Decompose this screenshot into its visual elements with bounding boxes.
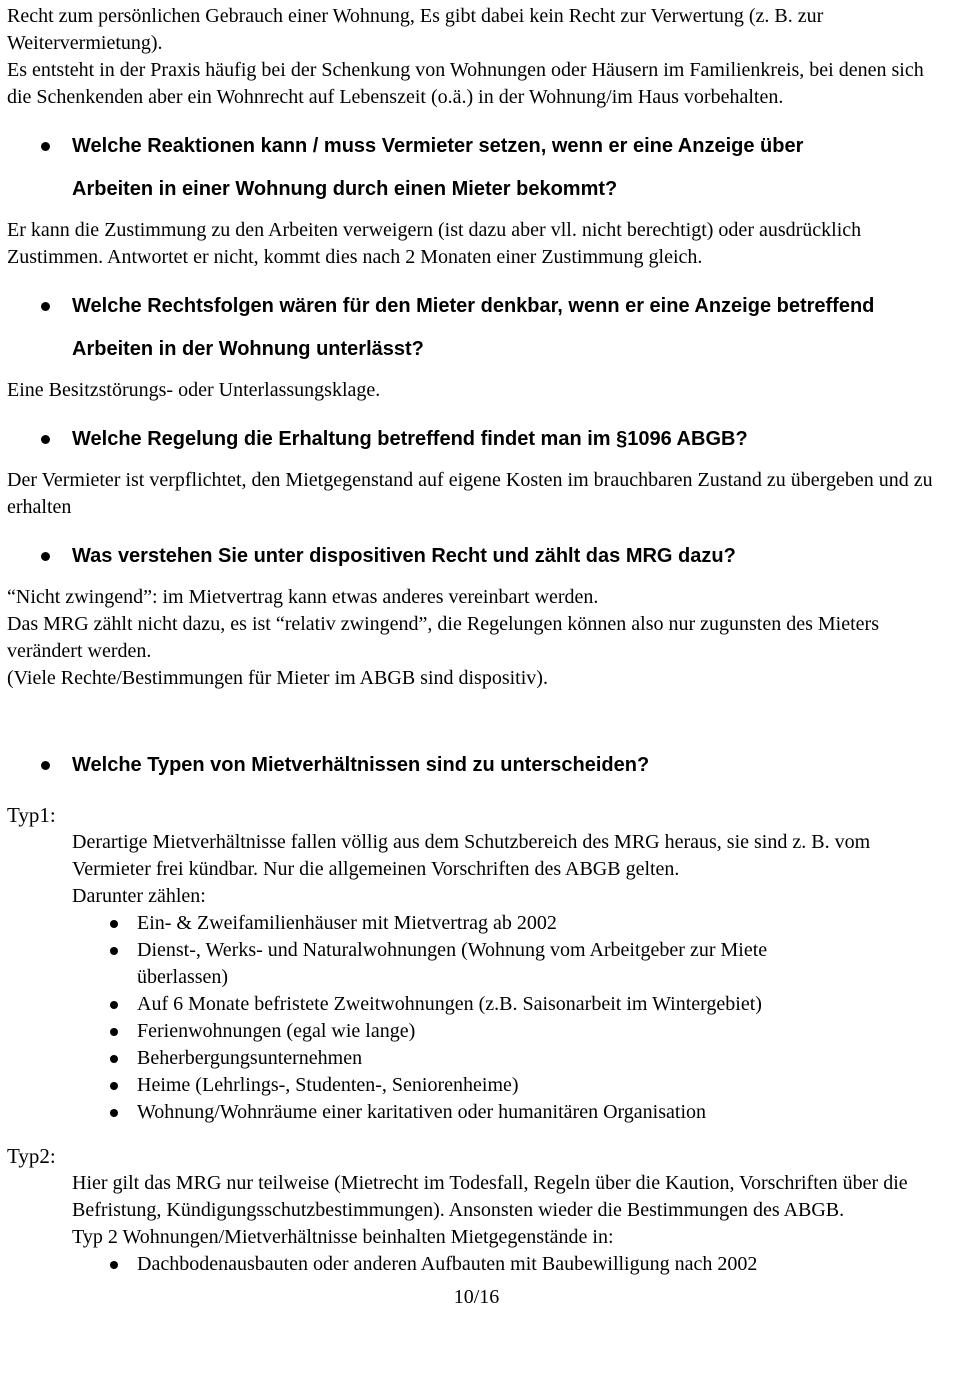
list-item-text: Auf 6 Monate befristete Zweitwohnungen (z.B. Saisonarbeit im Wintergebiet) bbox=[137, 993, 762, 1015]
list-item bbox=[137, 1072, 854, 1099]
question-item-1 bbox=[72, 125, 888, 211]
list-item-text: Heime (Lehrlings-, Studenten-, Seniorenheime) bbox=[137, 1074, 519, 1096]
question-item-2 bbox=[72, 285, 888, 371]
question-item-5 bbox=[72, 744, 888, 787]
bullet-icon bbox=[110, 1055, 118, 1063]
bullet-icon bbox=[110, 1028, 118, 1036]
list-item bbox=[137, 1251, 854, 1278]
question-text: Welche Typen von Mietverhältnissen sind zu unterscheiden? bbox=[72, 754, 650, 776]
typ1-list-header: Darunter zählen: bbox=[72, 885, 206, 907]
bullet-icon bbox=[110, 1109, 118, 1117]
bullet-icon bbox=[110, 1261, 118, 1269]
answer-text-2: Eine Besitzstörungs- oder Unterlassungsklage. bbox=[7, 379, 381, 401]
list-item bbox=[137, 910, 854, 937]
answer-text-3: Der Vermieter ist verpflichtet, den Mietgegenstand auf eigene Kosten im brauchbaren Zustand zu übergeben und zu erhalten bbox=[7, 469, 933, 518]
answer-text-4-line-2: Das MRG zählt nicht dazu, es ist “relativ zwingend”, die Regelungen können also nur zugunsten des Mieters verändert werden. bbox=[7, 613, 879, 662]
list-item-text: Dachbodenausbauten oder anderen Aufbauten mit Baubewilligung nach 2002 bbox=[137, 1253, 758, 1275]
question-text: Welche Rechtsfolgen wären für den Mieter denkbar, wenn er eine Anzeige betreffend Arbeiten in der Wohnung unterlässt? bbox=[72, 295, 875, 360]
bullet-icon bbox=[110, 1082, 118, 1090]
bullet-icon bbox=[41, 142, 50, 151]
bullet-icon bbox=[110, 947, 118, 955]
list-item bbox=[137, 991, 854, 1018]
bullet-icon bbox=[41, 761, 50, 770]
list-item bbox=[137, 1045, 854, 1072]
question-text: Welche Regelung die Erhaltung betreffend findet man im §1096 ABGB? bbox=[72, 428, 748, 450]
typ1-label: Typ1: bbox=[7, 803, 56, 827]
list-item-text: Ein- & Zweifamilienhäuser mit Mietvertrag ab 2002 bbox=[137, 912, 557, 934]
list-item-text: Dienst-, Werks- und Naturalwohnungen (Wohnung vom Arbeitgeber zur Miete überlassen) bbox=[137, 939, 768, 988]
answer-text-1: Er kann die Zustimmung zu den Arbeiten verweigern (ist dazu aber vll. nicht berechtigt) oder ausdrücklich Zustimmen. Antwortet er nicht, kommt dies nach 2 Monaten einer Zustimmung gleich. bbox=[7, 219, 862, 268]
typ1-intro: Derartige Mietverhältnisse fallen völlig aus dem Schutzbereich des MRG heraus, sie sind z. B. vom Vermieter frei kündbar. Nur die allgemeinen Vorschriften des ABGB gelten. bbox=[72, 831, 871, 880]
typ2-intro: Hier gilt das MRG nur teilweise (Mietrecht im Todesfall, Regeln über die Kaution, Vorschriften über die Befristung, Kündigungsschutzbestimmungen). Ansonsten wieder die Bestimmungen des ABGB. bbox=[72, 1172, 908, 1221]
list-item bbox=[137, 937, 854, 991]
typ2-label: Typ2: bbox=[7, 1144, 56, 1168]
question-item-4 bbox=[72, 535, 888, 578]
paragraph-intro-1: Recht zum persönlichen Gebrauch einer Wohnung, Es gibt dabei kein Recht zur Verwertung (z. B. zur Weitervermietung). bbox=[7, 5, 824, 54]
list-item-text: Beherbergungsunternehmen bbox=[137, 1047, 363, 1069]
question-text: Was verstehen Sie unter dispositiven Recht und zählt das MRG dazu? bbox=[72, 545, 736, 567]
answer-text-4-line-3: (Viele Rechte/Bestimmungen für Mieter im ABGB sind dispositiv). bbox=[7, 667, 548, 689]
question-item-3 bbox=[72, 418, 888, 461]
paragraph-intro-2: Es entsteht in der Praxis häufig bei der Schenkung von Wohnungen oder Häusern im Familienkreis, bei denen sich die Schenkenden aber ein Wohnrecht auf Lebenszeit (o.ä.) in der Wohnung/im Haus vorbehalten. bbox=[7, 59, 924, 108]
list-item-text: Wohnung/Wohnräume einer karitativen oder humanitären Organisation bbox=[137, 1101, 707, 1123]
bullet-icon bbox=[41, 435, 50, 444]
bullet-icon bbox=[110, 1001, 118, 1009]
page-number: 10/16 bbox=[453, 1286, 500, 1308]
answer-text-4-line-1: “Nicht zwingend”: im Mietvertrag kann etwas anderes vereinbart werden. bbox=[7, 586, 599, 608]
bullet-icon bbox=[41, 302, 50, 311]
typ2-list-header: Typ 2 Wohnungen/Mietverhältnisse beinhalten Mietgegenstände in: bbox=[72, 1226, 614, 1248]
bullet-icon bbox=[41, 552, 50, 561]
question-text: Welche Reaktionen kann / muss Vermieter setzen, wenn er eine Anzeige über Arbeiten in einer Wohnung durch einen Mieter bekommt? bbox=[72, 135, 804, 200]
bullet-icon bbox=[110, 920, 118, 928]
list-item bbox=[137, 1018, 854, 1045]
list-item bbox=[137, 1099, 854, 1126]
list-item-text: Ferienwohnungen (egal wie lange) bbox=[137, 1020, 416, 1042]
